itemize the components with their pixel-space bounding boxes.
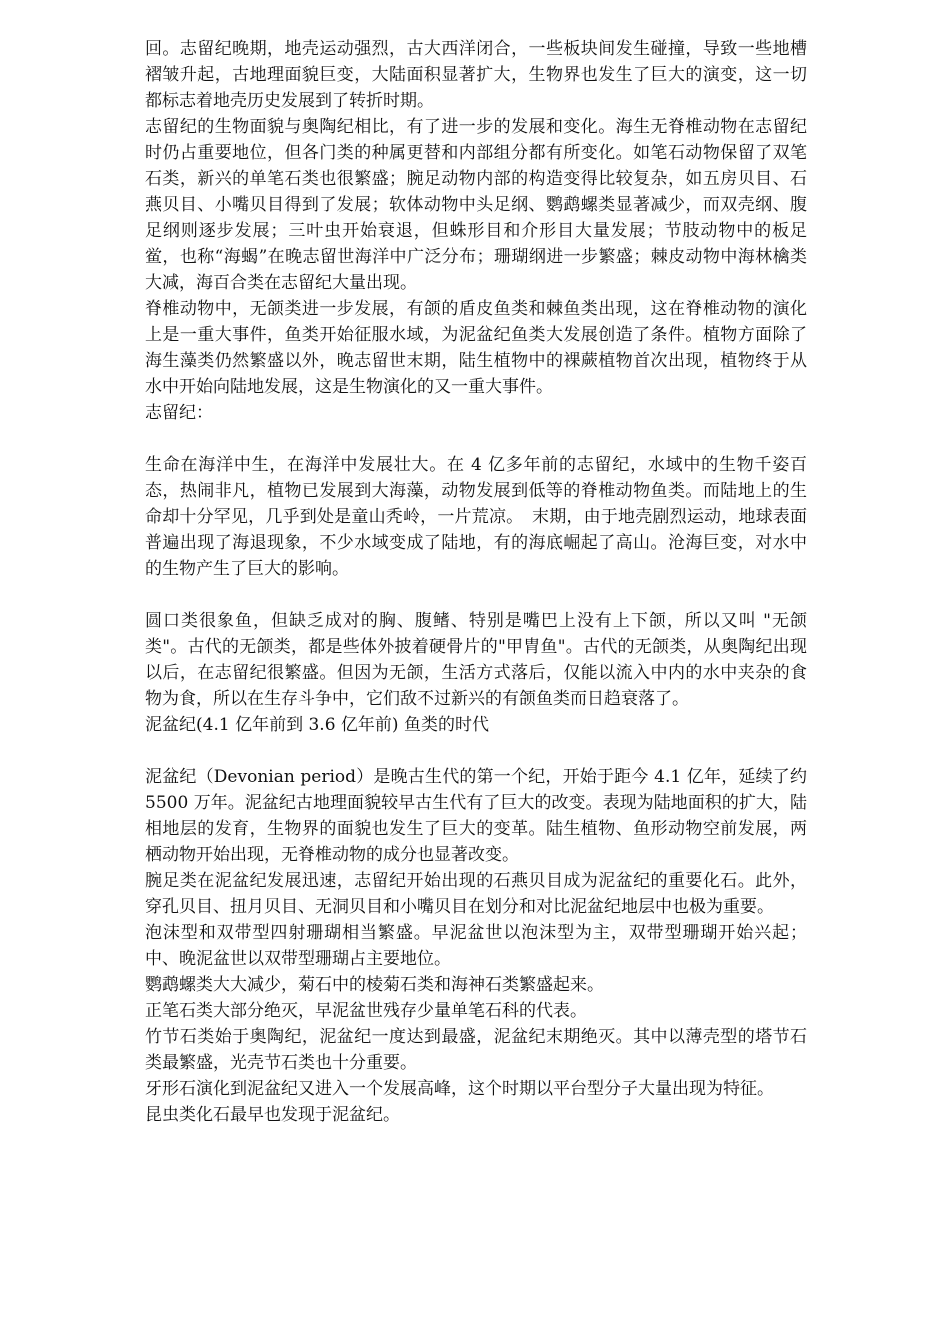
paragraph-devonian-tentaculitids: 竹节石类始于奥陶纪，泥盆纪一度达到最盛，泥盆纪末期绝灭。其中以薄壳型的塔节石类最繁盛，光壳节石类也十分重要。 xyxy=(145,1027,807,1073)
paragraph-devonian-corals: 泡沫型和双带型四射珊瑚相当繁盛。早泥盆世以泡沫型为主，双带型珊瑚开始兴起；中、晚泥盆世以双带型珊瑚占主要地位。 xyxy=(145,923,807,969)
paragraph-silurian-vertebrates-plants: 脊椎动物中，无颌类进一步发展，有颌的盾皮鱼类和棘鱼类出现，这在脊椎动物的演化上是一重大事件，鱼类开始征服水域，为泥盆纪鱼类大发展创造了条件。植物方面除了海生藻类仍然繁盛以外，晚志留世末期，陆生植物中的裸蕨植物首次出现，植物终于从水中开始向陆地发展，这是生物演化的又一重大事件。 xyxy=(145,299,807,397)
paragraph-devonian-cephalopods: 鹦鹉螺类大大减少，菊石中的棱菊石类和海神石类繁盛起来。 xyxy=(145,975,604,995)
paragraph-devonian-graptolites: 正笔石类大部分绝灭，早泥盆世残存少量单笔石科的代表。 xyxy=(145,1001,587,1021)
blank-line xyxy=(145,582,807,608)
blank-line xyxy=(145,426,807,452)
paragraph-devonian-insects: 昆虫类化石最早也发现于泥盆纪。 xyxy=(145,1105,400,1125)
heading-silurian: 志留纪： xyxy=(145,403,213,423)
paragraph-devonian-brachiopods: 腕足类在泥盆纪发展迅速，志留纪开始出现的石燕贝目成为泥盆纪的重要化石。此外，穿孔贝目、扭月贝目、无洞贝目和小嘴贝目在划分和对比泥盆纪地层中也极为重要。 xyxy=(145,871,807,917)
blank-line xyxy=(145,738,807,764)
paragraph-life-in-ocean: 生命在海洋中生，在海洋中发展壮大。在 4 亿多年前的志留纪，水域中的生物千姿百态，热闹非凡，植物已发展到大海藻，动物发展到低等的脊椎动物鱼类。而陆地上的生命却十分罕见，几乎到处是童山秃岭，一片荒凉。 末期，由于地壳剧烈运动，地球表面普遍出现了海退现象，不少水域变成了陆地，有的海底崛起了高山。沧海巨变，对水中的生物产生了巨大的影响。 xyxy=(145,455,807,579)
paragraph-silurian-late-crustal-movement: 回。志留纪晚期，地壳运动强烈，古大西洋闭合，一些板块间发生碰撞，导致一些地槽褶皱升起，古地理面貌巨变，大陆面积显著扩大，生物界也发生了巨大的演变，这一切都标志着地壳历史发展到了转折时期。 xyxy=(145,39,807,111)
heading-devonian: 泥盆纪(4.1 亿年前到 3.6 亿年前) 鱼类的时代 xyxy=(145,715,489,735)
paragraph-silurian-invertebrates: 志留纪的生物面貌与奥陶纪相比，有了进一步的发展和变化。海生无脊椎动物在志留纪时仍占重要地位，但各门类的种属更替和内部组分都有所变化。如笔石动物保留了双笔石类，新兴的单笔石类也很繁盛；腕足动物内部的构造变得比较复杂，如五房贝目、石燕贝目、小嘴贝目得到了发展；软体动物中头足纲、鹦鹉螺类显著减少，而双壳纲、腹足纲则逐步发展；三叶虫开始衰退，但蛛形目和介形目大量发展；节肢动物中的板足鲎，也称“海蝎”在晚志留世海洋中广泛分布；珊瑚纲进一步繁盛；棘皮动物中海林檎类大减，海百合类在志留纪大量出现。 xyxy=(145,117,807,293)
document-page xyxy=(145,36,807,1128)
paragraph-devonian-intro: 泥盆纪（Devonian period）是晚古生代的第一个纪，开始于距今 4.1 亿年，延续了约 5500 万年。泥盆纪古地理面貌较早古生代有了巨大的改变。表现为陆地面积的扩大，陆相地层的发育，生物界的面貌也发生了巨大的变革。陆生植物、鱼形动物空前发展，两栖动物开始出现，无脊椎动物的成分也显著改变。 xyxy=(145,767,807,865)
paragraph-agnathans: 圆口类很象鱼，但缺乏成对的胸、腹鳍、特别是嘴巴上没有上下颌，所以又叫 "无颌类"。古代的无颌类，都是些体外披着硬骨片的"甲胄鱼"。古代的无颌类，从奥陶纪出现以后，在志留纪很繁盛。但因为无颌，生活方式落后，仅能以流入中内的水中夹杂的食物为食，所以在生存斗争中，它们敌不过新兴的有颌鱼类而日趋衰落了。 xyxy=(145,611,807,709)
paragraph-devonian-conodonts: 牙形石演化到泥盆纪又进入一个发展高峰，这个时期以平台型分子大量出现为特征。 xyxy=(145,1079,774,1099)
